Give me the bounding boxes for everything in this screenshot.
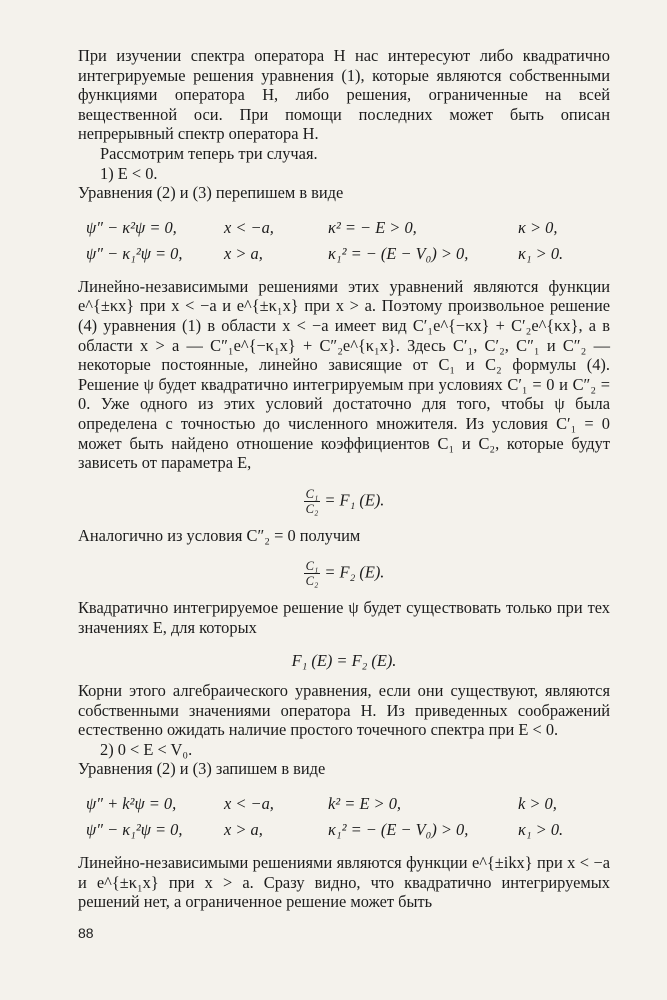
page-body [78, 46, 610, 912]
eq-cell: ψ″ − κ₁²ψ = 0, [86, 243, 183, 263]
equation-ratio-1 [78, 487, 610, 516]
eq-cell: ψ″ + k²ψ = 0, [86, 794, 177, 814]
fraction-denominator: C₂ [305, 574, 319, 589]
case-1-heading: 1) E < 0. [100, 163, 158, 183]
page-number: 88 [78, 925, 94, 941]
fraction-rhs: = F₂ (E). [320, 562, 385, 582]
fraction-numerator: C₁ [305, 486, 319, 501]
eq-cell: k > 0, [518, 794, 557, 814]
paragraph-analog: Аналогично из условия C″₂ = 0 получим [78, 525, 361, 545]
eq-cell: ψ″ − κ²ψ = 0, [86, 217, 177, 237]
equation-system-2 [86, 791, 610, 843]
equation-condition: F₁ (E) = F₂ (E). [291, 651, 397, 671]
paragraph-rewrite-2: Уравнения (2) и (3) запишем в виде [78, 759, 326, 779]
equation-ratio-2 [78, 559, 610, 588]
eq-cell: x < −a, [224, 217, 274, 237]
eq-cell: κ₁ > 0. [518, 243, 564, 263]
eq-cell: κ₁ > 0. [518, 820, 564, 840]
paragraph-solutions: Линейно-независимыми решениями этих уравнений являются функции e^{±κx} при x < −a и e^{±κ₁x} при x > a. Поэтому произвольное решение (4) уравнения (1) в области x < −a имеет вид C′₁e^{−κx} + C′₂e^{κx}, а в области x > a — C″₁e^{−κ₁x} + C″₂e^{κ₁x}. Здесь C′₁, C′₂, C″₁ и C″₂ — некоторые постоянные, линейно зависящие от C₁ и C₂ формулы (4). Решение ψ будет квадратично интегрируемым при условиях C′₁ = 0 и C″₂ = 0. Уже одного из этих условий достаточно для того, чтобы ψ была определена с точностью до численного множителя. Из условия C′₁ = 0 может быть найдено отношение коэффициентов C₁ и C₂, которые будут зависеть от параметра E, [78, 276, 610, 473]
paragraph-intro: При изучении спектра оператора H нас интересуют либо квадратично интегрируемые решения уравнения (1), которые являются собственными функциями оператора H, либо решения, ограниченные на всей вещественной оси. При помощи последних может быть описан непрерывный спектр оператора H. [78, 46, 610, 144]
eq-cell: κ₁² = − (E − V₀) > 0, [328, 820, 469, 840]
fraction [304, 487, 321, 516]
eq-cell: κ₁² = − (E − V₀) > 0, [328, 243, 469, 263]
paragraph-continuous: Линейно-независимыми решениями являются функции e^{±ikx} при x < −a и e^{±κ₁x} при x > a. Сразу видно, что квадратично интегрируемых решений нет, а ограниченное решение может быть [78, 853, 610, 912]
fraction-denominator: C₂ [305, 501, 319, 516]
paragraph-cases: Рассмотрим теперь три случая. [100, 143, 318, 163]
fraction-numerator: C₁ [305, 559, 319, 574]
eq-cell: κ² = − E > 0, [328, 217, 417, 237]
eq-cell: x > a, [224, 820, 263, 840]
fraction-rhs: = F₁ (E). [320, 489, 385, 509]
paragraph-roots: Корни этого алгебраического уравнения, если они существуют, являются собственными значениями оператора H. Из приведенных соображений естественно ожидать наличие простого точечного спектра при E < 0. [78, 681, 610, 740]
eq-cell: x < −a, [224, 794, 274, 814]
case-2-heading: 2) 0 < E < V₀. [100, 739, 193, 759]
eq-cell: ψ″ − κ₁²ψ = 0, [86, 820, 183, 840]
paragraph-existence: Квадратично интегрируемое решение ψ будет существовать только при тех значениях E, для которых [78, 598, 610, 637]
eq-cell: κ > 0, [518, 217, 558, 237]
paragraph-rewrite: Уравнения (2) и (3) перепишем в виде [78, 183, 344, 203]
fraction [304, 559, 321, 588]
eq-cell: x > a, [224, 243, 263, 263]
eq-cell: k² = E > 0, [328, 794, 402, 814]
equation-system-1 [86, 215, 610, 267]
